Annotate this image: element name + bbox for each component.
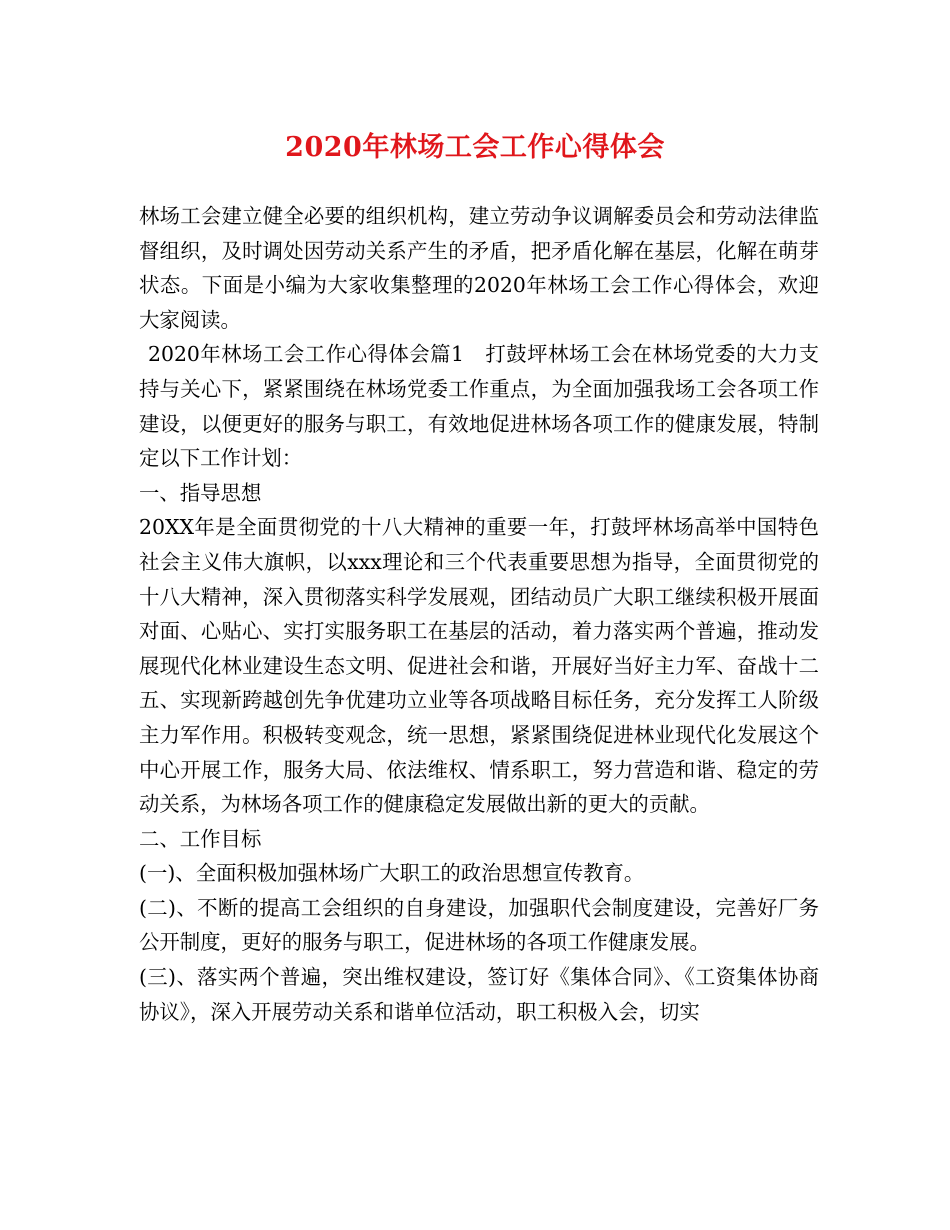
document-title: 2020年林场工会工作心得体会 — [285, 132, 665, 163]
goal-item-1: (一)、全面积极加强林场广大职工的政治思想宣传教育。 — [139, 861, 645, 886]
guiding-thought-paragraph: 20XX年是全面贯彻党的十八大精神的重要一年，打鼓坪林场高举中国特色社会主义伟大旗帜，以xxx理论和三个代表重要思想为指导，全面贯彻党的十八大精神，深入贯彻落实科学发展观，团结动员广大职工继续积极开展面对面、心贴心、实打实服务职工在基层的活动，着力落实两个普遍，推动发展现代化林业建设生态文明、促进社会和谐，开展好当好主力军、奋战十二五、实现新跨越创先争优建功立业等各项战略目标任务，充分发挥工人阶级主力军作用。积极转变观念，统一思想，紧紧围绕促进林业现代化发展这个中心开展工作，服务大局、依法维权、情系职工，努力营造和谐、稳定的劳动关系，为林场各项工作的健康稳定发展做出新的更大的贡献。 — [139, 515, 819, 817]
goal-item-2: (二)、不断的提高工会组织的自身建设，加强职代会制度建设，完善好厂务公开制度，更好的服务与职工，促进林场的各项工作健康发展。 — [139, 895, 819, 955]
section-paragraph-1: 2020年林场工会工作心得体会篇1 打鼓坪林场工会在林场党委的大力支持与关心下，紧紧围绕在林场党委工作重点，为全面加强我场工会各项工作建设，以便更好的服务与职工，有效地促进林场各项工作的健康发展，特制定以下工作计划： — [139, 342, 819, 471]
goal-item-3: (三)、落实两个普遍，突出维权建设，签订好《集体合同》、《工资集体协商协议》，深入开展劳动关系和谐单位活动，职工积极入会，切实 — [139, 965, 819, 1024]
document-body — [139, 199, 819, 1029]
heading-work-goals: 二、工作目标 — [139, 826, 262, 851]
intro-paragraph: 林场工会建立健全必要的组织机构，建立劳动争议调解委员会和劳动法律监督组织，及时调处因劳动关系产生的矛盾，把矛盾化解在基层，化解在萌芽状态。下面是小编为大家收集整理的2020年林场工会工作心得体会，欢迎大家阅读。 — [139, 204, 819, 332]
heading-guiding-thought: 一、指导思想 — [139, 480, 262, 505]
